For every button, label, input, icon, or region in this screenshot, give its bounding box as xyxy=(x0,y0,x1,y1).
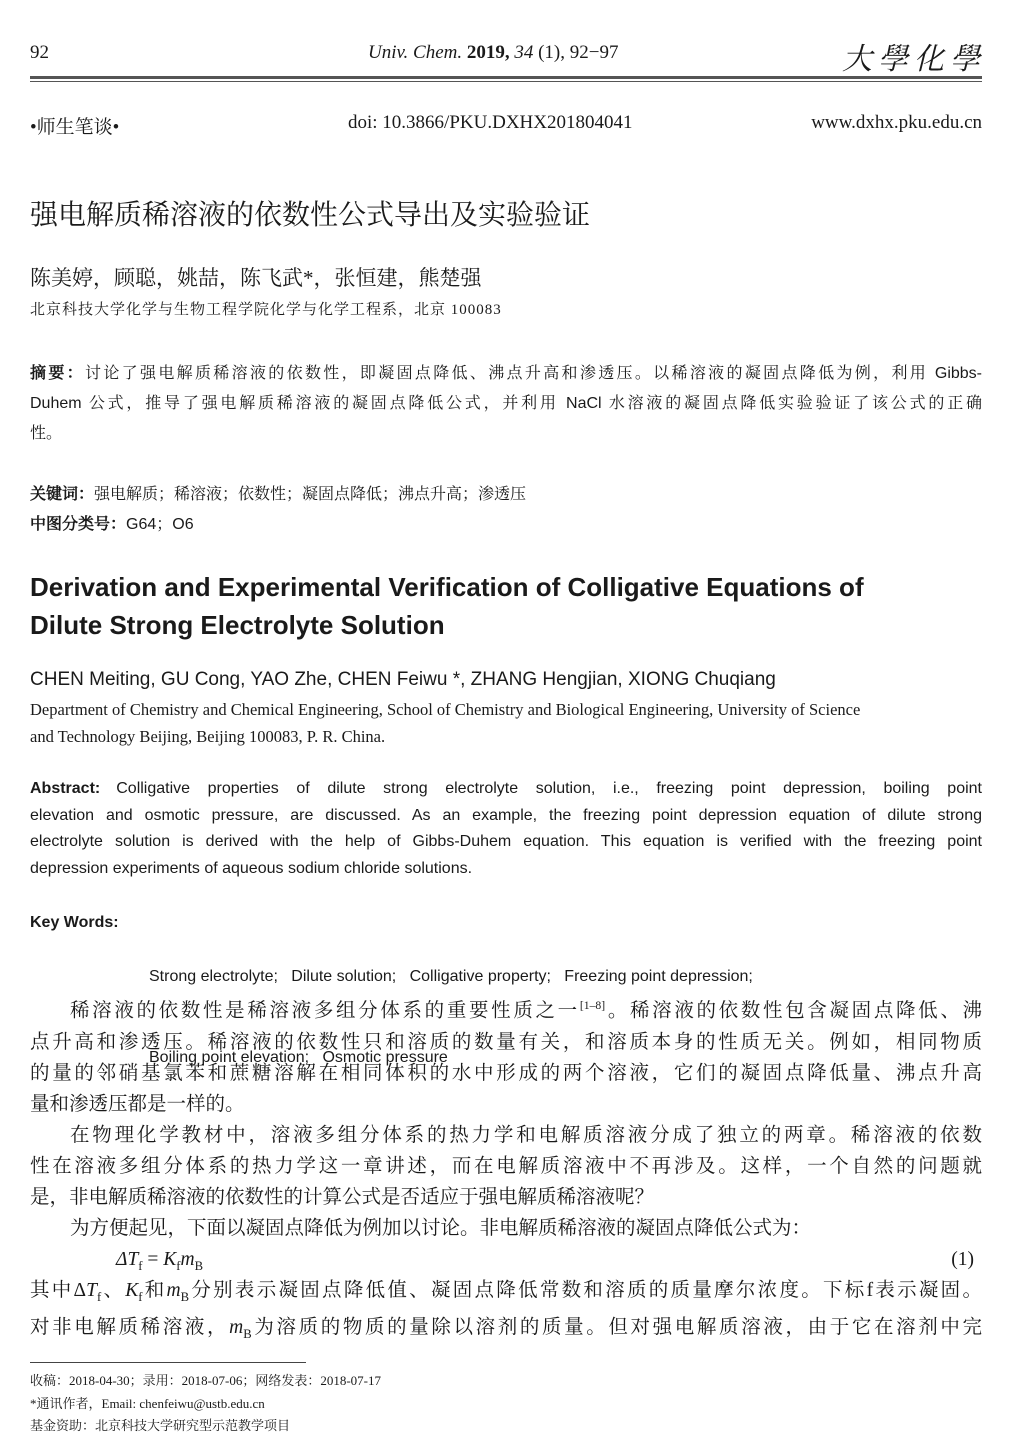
en-title xyxy=(30,568,864,644)
journal-url[interactable]: www.dxhx.pku.edu.cn xyxy=(811,112,982,133)
en-keywords xyxy=(30,909,119,936)
symbol: K xyxy=(125,1279,139,1301)
en-abstract-line: Colligative properties of dilute strong electrolyte solution, i.e., freezing point depression, boiling point xyxy=(116,780,982,797)
journal-logo: 大學化學 xyxy=(842,43,986,76)
cn-keywords xyxy=(30,481,526,504)
symbol-sub: f xyxy=(138,1289,143,1304)
cn-affiliation: 北京科技大学化学与生物工程学院化学与化学工程系，北京 100083 xyxy=(30,302,502,318)
citation-ref[interactable]: [1–8] xyxy=(579,999,606,1012)
body-text-segment: 和 xyxy=(142,1279,167,1301)
body-text-segment: 对非电解质稀溶液， xyxy=(30,1317,230,1339)
footnote-funding: 基金资助：北京科技大学研究型示范教学项目 xyxy=(30,1418,291,1433)
en-title-line: Derivation and Experimental Verification of Colligative Equations of xyxy=(30,572,864,602)
footnote-rule xyxy=(30,1362,306,1363)
column-label: •师生笔谈• xyxy=(30,117,120,138)
body-line: 为方便起见，下面以凝固点降低为例加以讨论。非电解质稀溶液的凝固点降低公式为： xyxy=(70,1217,812,1239)
cn-abstract-label: 摘要： xyxy=(30,365,85,382)
en-abstract-line: elevation and osmotic pressure, are discussed. As an example, the freezing point depression equation of dilute strong xyxy=(30,806,982,824)
cn-keywords-value: 强电解质；稀溶液；依数性；凝固点降低；沸点升高；渗透压 xyxy=(94,486,527,503)
en-keywords-line: Strong electrolyte; Dilute solution; Colligative property; Freezing point depression; xyxy=(149,968,753,985)
cn-clc xyxy=(30,511,194,534)
journal-issue-pages: (1), 92−97 xyxy=(538,42,619,63)
footnote-corresponding-author: *通讯作者，Email: chenfeiwu@ustb.edu.cn xyxy=(30,1395,265,1411)
eq-lhs: ΔT xyxy=(116,1248,139,1270)
body-line: 在物理化学教材中，溶液多组分体系的热力学和电解质溶液分成了独立的两章。稀溶液的依数 xyxy=(70,1124,982,1146)
header-rule-thin xyxy=(30,81,982,82)
symbol: T xyxy=(86,1279,97,1301)
footnotes xyxy=(30,1370,381,1438)
eq-m: m xyxy=(180,1248,195,1270)
equation-number: (1) xyxy=(951,1248,974,1270)
en-affiliation-line: Department of Chemistry and Chemical Engineering, School of Chemistry and Biological Engineering, University of Science xyxy=(30,700,861,719)
symbol-sub: f xyxy=(96,1289,102,1304)
en-abstract xyxy=(30,776,982,882)
body-text-segment: 稀溶液的依数性是稀溶液多组分体系的重要性质之一 xyxy=(70,1000,580,1022)
body-line: 是，非电解质稀溶液的依数性的计算公式是否适应于强电解质稀溶液呢？ xyxy=(30,1186,655,1208)
body-text-segment: 。稀溶液的依数性包含凝固点降低、沸 xyxy=(605,1000,982,1022)
header-rule xyxy=(30,76,982,79)
cn-abstract-line: Duhem 公式，推导了强电解质稀溶液的凝固点降低公式，并利用 NaCl 水溶液的凝固点降低实验验证了该公式的正确 xyxy=(30,395,982,412)
symbol: m xyxy=(166,1279,181,1301)
body-text-segment: 分别表示凝固点降低值、凝固点降低常数和溶质的质量摩尔浓度。下标f表示凝固。 xyxy=(189,1279,982,1301)
journal-abbrev: Univ. Chem. xyxy=(368,42,463,63)
eq-lhs-sub: f xyxy=(138,1258,143,1273)
cn-abstract xyxy=(30,359,982,449)
en-authors: CHEN Meiting, GU Cong, YAO Zhe, CHEN Feiwu *, ZHANG Hengjian, XIONG Chuqiang xyxy=(30,669,776,690)
en-abstract-label: Abstract: xyxy=(30,780,101,797)
eq-equals: = xyxy=(142,1248,164,1270)
body-text-segment: 为溶质的物质的量除以溶剂的质量。但对强电解质溶液，由于它在溶剂中完 xyxy=(251,1317,982,1339)
cn-abstract-line: 讨论了强电解质稀溶液的依数性，即凝固点降低、沸点升高和渗透压。以稀溶液的凝固点降低为例，利用 Gibbs- xyxy=(85,365,982,382)
journal-citation xyxy=(368,42,618,64)
cn-clc-label: 中图分类号： xyxy=(30,516,127,533)
en-abstract-line: electrolyte solution is derived with the help of Gibbs-Duhem equation. This equation is verified with the freezing point xyxy=(30,833,982,850)
body-text-segment: 其中Δ xyxy=(30,1279,87,1301)
cn-title: 强电解质稀溶液的依数性公式导出及实验验证 xyxy=(30,199,591,230)
cn-clc-value: G64；O6 xyxy=(126,516,194,533)
eq-m-sub: B xyxy=(194,1258,204,1273)
journal-year: 2019, xyxy=(466,42,510,63)
doi: doi: 10.3866/PKU.DXHX201804041 xyxy=(348,112,633,133)
en-keywords-line: Boiling point elevation; Osmotic pressure xyxy=(149,1049,448,1066)
eq-k-sub: f xyxy=(176,1258,181,1273)
body-line: 性在溶液多组分体系的热力学这一章讲述，而在电解质溶液中不再涉及。这样，一个自然的问题就 xyxy=(30,1155,982,1177)
journal-volume: 34 xyxy=(514,42,534,63)
page-number: 92 xyxy=(30,42,49,63)
cn-authors: 陈美婷，顾聪，姚喆，陈飞武*，张恒建，熊楚强 xyxy=(30,266,482,290)
body-line xyxy=(30,990,982,1027)
eq-k: K xyxy=(163,1248,177,1270)
en-keywords-label: Key Words: xyxy=(30,914,119,931)
symbol-sub: B xyxy=(243,1327,252,1342)
equation-1 xyxy=(30,1244,982,1275)
cn-keywords-label: 关键词： xyxy=(30,486,95,503)
symbol: m xyxy=(229,1317,244,1339)
en-affiliation xyxy=(30,696,860,750)
footnote-dates: 收稿：2018-04-30；录用：2018-07-06；网络发表：2018-07-17 xyxy=(30,1373,381,1388)
en-title-line: Dilute Strong Electrolyte Solution xyxy=(30,610,445,640)
body-line: 点升高和渗透压。稀溶液的依数性只和溶质的数量有关，和溶质本身的性质无关。例如，相同物质 xyxy=(30,1031,982,1053)
body-text xyxy=(30,990,982,1350)
cn-abstract-line: 性。 xyxy=(30,425,63,442)
body-text-segment: 、 xyxy=(101,1279,126,1301)
en-affiliation-line: and Technology Beijing, Beijing 100083, P. R. China. xyxy=(30,727,386,746)
symbol-sub: B xyxy=(180,1289,190,1304)
body-line: 的量的邻硝基氯苯和蔗糖溶解在相同体积的水中形成的两个溶液，它们的凝固点降低量、沸点升高 xyxy=(30,1062,982,1084)
en-abstract-line: depression experiments of aqueous sodium chloride solutions. xyxy=(30,859,473,877)
body-line xyxy=(30,1312,982,1350)
body-line: 量和渗透压都是一样的。 xyxy=(30,1093,245,1115)
